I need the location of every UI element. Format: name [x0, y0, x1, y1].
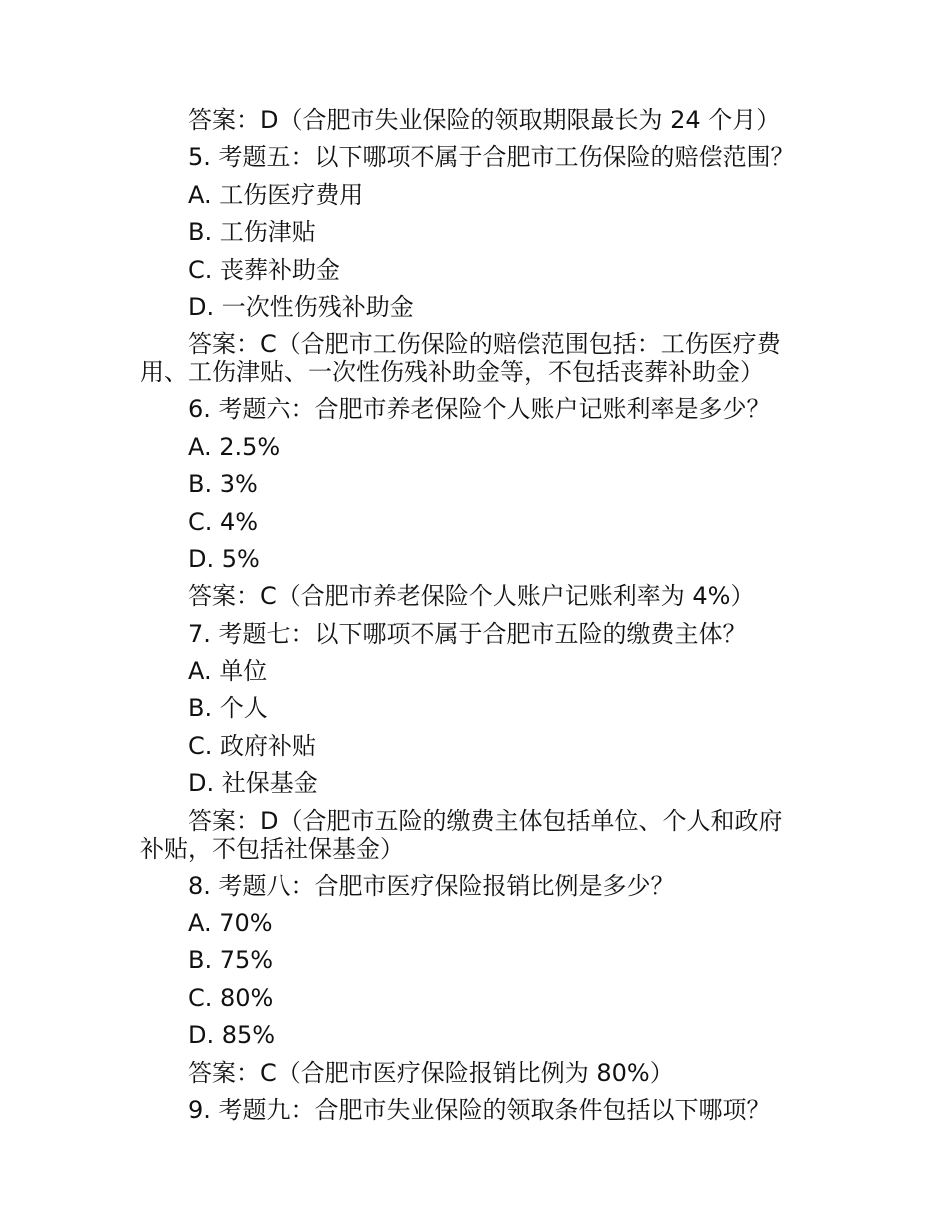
option-a: A. 单位	[188, 657, 268, 686]
option-d: D. 85%	[188, 1021, 276, 1050]
option-b: B. 工伤津贴	[188, 218, 316, 247]
answer-6: 答案：C（合肥市养老保险个人账户记账利率为 4%）	[188, 582, 755, 611]
answer-5-text: 答案：C（合肥市工伤保险的赔偿范围包括：工伤医疗费用、工伤津贴、一次性伤残补助金等，不包括丧葬补助金）	[140, 330, 781, 387]
option-a: A. 70%	[188, 909, 273, 938]
option-c: C. 丧葬补助金	[188, 255, 341, 284]
option-d: D. 5%	[188, 544, 260, 573]
option-d: D. 一次性伤残补助金	[188, 292, 414, 321]
option-b: B. 3%	[188, 470, 258, 499]
question-9: 9. 考题九：合肥市失业保险的领取条件包括以下哪项？	[188, 1095, 771, 1124]
answer-7	[0, 803, 805, 868]
option-b: B. 个人	[188, 694, 268, 723]
question-8: 8. 考题八：合肥市医疗保险报销比例是多少？	[188, 871, 675, 900]
option-c: C. 4%	[188, 507, 259, 536]
option-a: A. 工伤医疗费用	[188, 180, 364, 209]
answer-7-text: 答案：D（合肥市五险的缴费主体包括单位、个人和政府补贴，不包括社保基金）	[140, 806, 783, 863]
option-a: A. 2.5%	[188, 432, 281, 461]
option-c: C. 政府补贴	[188, 731, 317, 760]
answer-8: 答案：C（合肥市医疗保险报销比例为 80%）	[188, 1058, 674, 1087]
option-d: D. 社保基金	[188, 769, 318, 798]
question-6: 6. 考题六：合肥市养老保险个人账户记账利率是多少？	[188, 395, 771, 424]
answer-5	[0, 326, 805, 391]
document-content	[0, 102, 950, 1129]
question-5: 5. 考题五：以下哪项不属于合肥市工伤保险的赔偿范围？	[188, 143, 795, 172]
option-c: C. 80%	[188, 983, 274, 1012]
question-7: 7. 考题七：以下哪项不属于合肥市五险的缴费主体？	[188, 619, 747, 648]
option-b: B. 75%	[188, 946, 274, 975]
answer-line: 答案：D（合肥市失业保险的领取期限最长为 24 个月）	[188, 106, 781, 134]
